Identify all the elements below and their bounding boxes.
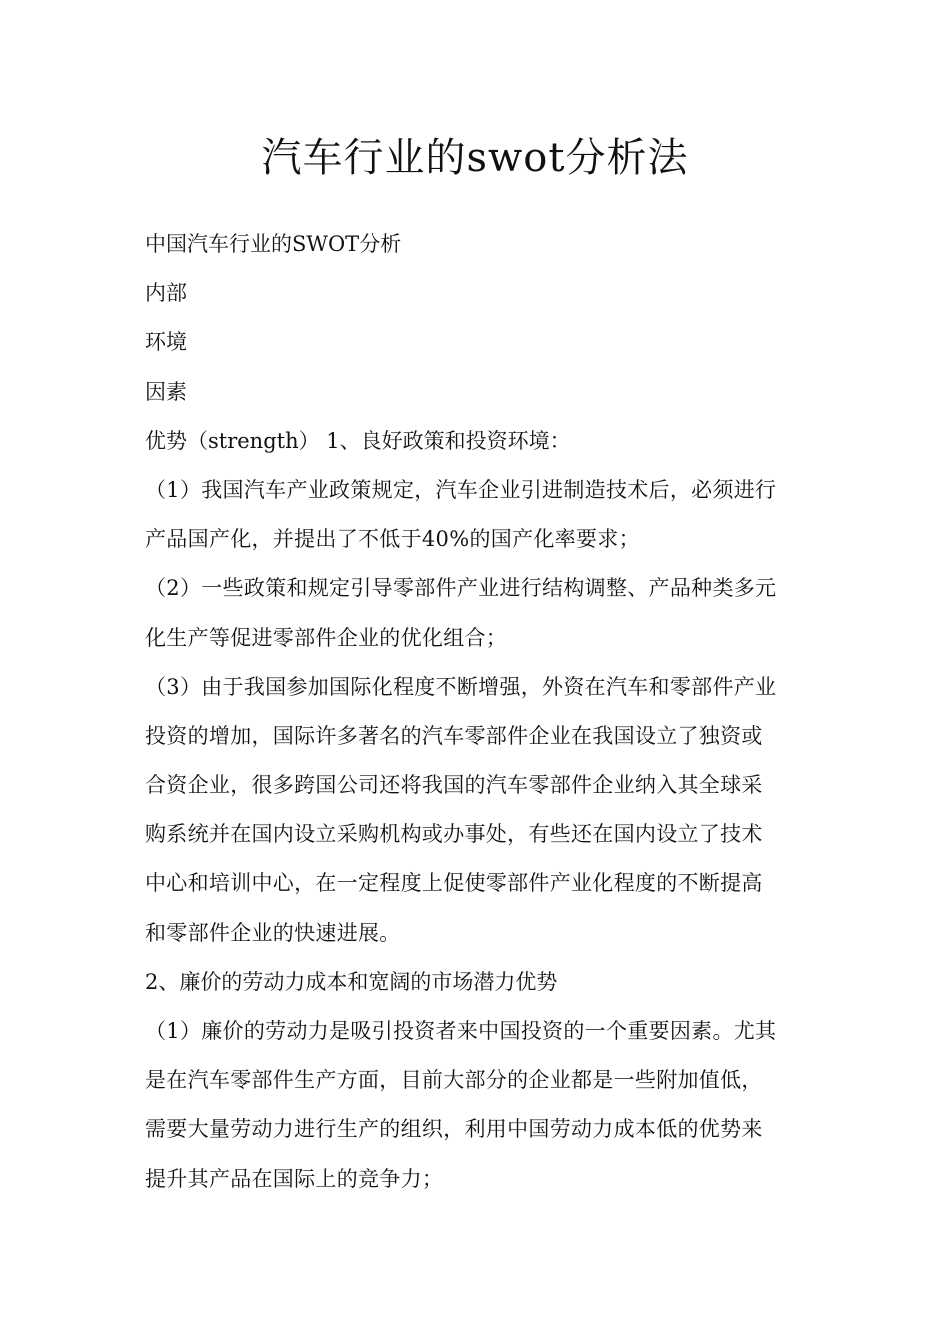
paragraph-line: 化生产等促进零部件企业的优化组合； (145, 625, 508, 650)
paragraph-line: 提升其产品在国际上的竞争力； (145, 1166, 444, 1191)
text-line-factors: 因素 (145, 379, 187, 404)
paragraph-line: 合资企业，很多跨国公司还将我国的汽车零部件企业纳入其全球采 (145, 773, 763, 798)
paragraph-line: 中心和培训中心，在一定程度上促使零部件产业化程度的不断提高 (145, 871, 763, 896)
text-line-internal: 内部 (145, 281, 187, 306)
paragraph-line: （3）由于我国参加国际化程度不断增强，外资在汽车和零部件产业 (145, 674, 777, 699)
paragraph-line: 和零部件企业的快速进展。 (145, 920, 401, 945)
text-line-environment: 环境 (145, 330, 187, 355)
paragraph-line: 投资的增加，国际许多著名的汽车零部件企业在我国设立了独资或 (145, 723, 763, 748)
paragraph-line: 需要大量劳动力进行生产的组织，利用中国劳动力成本低的优势来 (145, 1117, 763, 1142)
text-line-labor-heading: 2、廉价的劳动力成本和宽阔的市场潜力优势 (145, 969, 558, 994)
document-title: 汽车行业的swot分析法 (261, 135, 689, 181)
paragraph-line: （1）廉价的劳动力是吸引投资者来中国投资的一个重要因素。尤其 (145, 1019, 777, 1043)
document-body (145, 220, 815, 1204)
paragraph-line: 是在汽车零部件生产方面，目前大部分的企业都是一些附加值低， (145, 1068, 763, 1093)
paragraph-line: （1）我国汽车产业政策规定，汽车企业引进制造技术后，必须进行 (145, 477, 777, 502)
text-line-subtitle: 中国汽车行业的SWOT分析 (145, 232, 402, 256)
text-line-strength-heading: 优势（strength） 1、良好政策和投资环境： (145, 428, 571, 453)
paragraph-line: 购系统并在国内设立采购机构或办事处，有些还在国内设立了技术 (145, 822, 763, 847)
paragraph-line: （2）一些政策和规定引导零部件产业进行结构调整、产品种类多元 (145, 576, 777, 601)
paragraph-line: 产品国产化，并提出了不低于40%的国产化率要求； (145, 527, 640, 552)
